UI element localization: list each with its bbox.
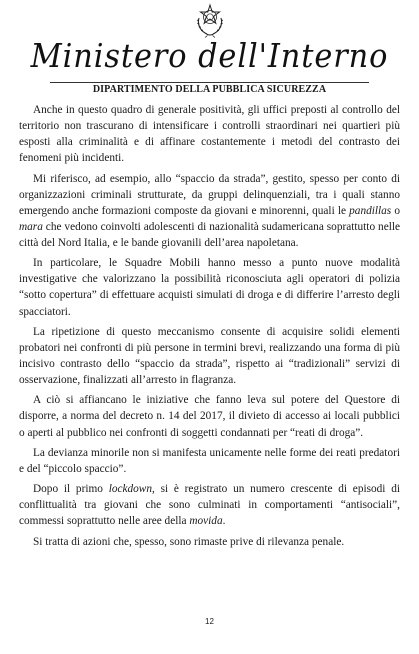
paragraph: La ripetizione di questo meccanismo consente di acquisire solidi elementi probatori nei confronti di più persone in termini brevi, realizzando una forma di più incisivo contrasto dello “spaccio da strada”, rispetto ai “tradizionali” servizi di osservazione, finalizzati all’arresto in flagranza. [19, 325, 400, 387]
ministry-title: Ministero dell'Interno [30, 36, 389, 75]
paragraph: Anche in questo quadro di generale positività, gli uffici preposti al controllo del territorio non trascurano di intensificare i controlli straordinari nei quartieri più esposti alla criminalità e di affinare costantemente i metodi del contrasto dei fenomeni più incidenti. [19, 104, 400, 165]
paragraph: La devianza minorile non si manifesta unicamente nelle forme dei reati predatori e del “piccolo spaccio”. [19, 446, 400, 475]
paragraph: Si tratta di azioni che, spesso, sono rimaste prive di rilevanza penale. [33, 535, 345, 548]
department-name: DIPARTIMENTO DELLA PUBBLICA SICUREZZA [92, 84, 327, 95]
paragraph: A ciò si affiancano le iniziative che fanno leva sul potere del Questore di disporre, a norma del decreto n. 14 del 2017, il divieto di accesso ai locali pubblici o aperti al pubblico nei confronti di soggetti condannati per “reati di droga”. [19, 394, 400, 439]
paragraph: In particolare, le Squadre Mobili hanno messo a punto nuove modalità investigative che valorizzano la possibilità riconosciuta agli operatori di polizia “sotto copertura” di effettuare acquisti simulati di droga e di differire l’arresto degli spacciatori. [19, 257, 400, 318]
body-text [19, 102, 400, 554]
page-number: 12 [205, 617, 214, 626]
paragraph: Mi riferisco, ad esempio, allo “spaccio da strada”, gestito, spesso per conto di organizzazioni criminali strutturate, da gruppi delinquenziali, tra i quali stanno emergendo anche formazioni composte da giovani e minorenni, quali le pandillas o mara che vedono coinvolti adolescenti di nazionalità sudamericana soprattutto nelle città del Nord Italia, e le bande giovanili dell’area napoletana. [19, 172, 400, 249]
italian-republic-emblem-icon [194, 2, 226, 38]
header-divider [50, 82, 369, 83]
paragraph: Dopo il primo lockdown, si è registrato un numero crescente di episodi di conflittualità tra giovani che sono culminati in comportamenti “antisociali”, commessi soprattutto nelle aree della movida. [19, 483, 400, 528]
